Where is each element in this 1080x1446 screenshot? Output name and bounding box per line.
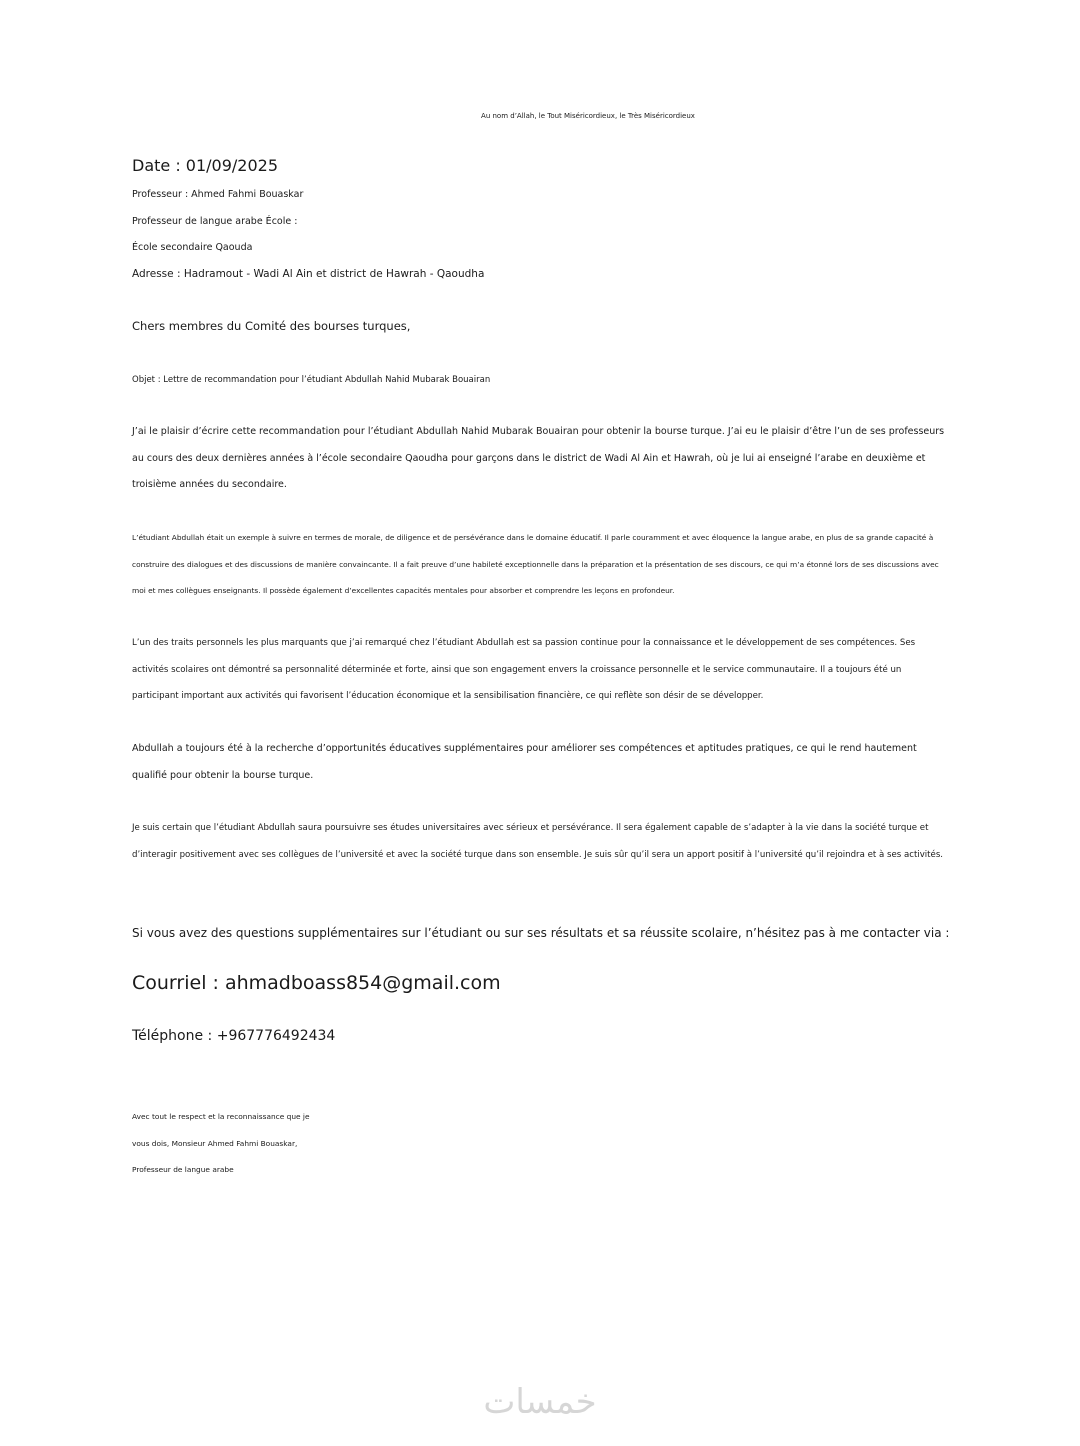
school-name: École secondaire Qaouda — [132, 242, 253, 253]
bismillah-heading: Au nom d’Allah, le Tout Miséricordieux, le Très Miséricordieux — [481, 112, 695, 120]
sender-address: Adresse : Hadramout - Wadi Al Ain et district de Hawrah - Qaoudha — [132, 268, 485, 280]
contact-phone: Téléphone : +967776492434 — [132, 1028, 336, 1044]
contact-email: Courriel : ahmadboass854@gmail.com — [132, 972, 501, 994]
closing-line-1: Avec tout le respect et la reconnaissance que je — [132, 1112, 310, 1121]
professor-role: Professeur de langue arabe École : — [132, 216, 298, 227]
letter-subject: Objet : Lettre de recommandation pour l’étudiant Abdullah Nahid Mubarak Bouairan — [132, 375, 491, 385]
body-paragraph-3: L’un des traits personnels les plus marquants que j’ai remarqué chez l’étudiant Abdullah est sa passion continue pour la connaissance et le développement de ses compétences. Ses activités scolaires ont démontré sa personnalité déterminée et forte, ainsi que son engagement envers la croissance personnelle et le service communautaire. Il a toujours été un participant important aux activités qui favorisent l’éducation économique et la sensibilisation financière, ce qui reflète son désir de se développer. — [132, 638, 916, 701]
body-paragraph-2: L’étudiant Abdullah était un exemple à suivre en termes de morale, de diligence et de persévérance dans le domaine éducatif. Il parle couramment et avec éloquence la langue arabe, en plus de sa grande capacité à construire des dialogues et des discussions de manière convaincante. Il a fait preuve d’une habileté exceptionnelle dans la préparation et la présentation de ses discours, ce qui m’a étonné lors de ses discussions avec moi et mes collègues enseignants. Il possède également d’excellentes capacités mentales pour absorber et comprendre les leçons en profondeur. — [132, 533, 939, 595]
greeting: Chers membres du Comité des bourses turques, — [132, 319, 411, 333]
letter-date: Date : 01/09/2025 — [132, 156, 279, 175]
watermark-logo: خمسات — [483, 1382, 597, 1422]
contact-question: Si vous avez des questions supplémentaires sur l’étudiant ou sur ses résultats et sa réussite scolaire, n’hésitez pas à me contacter via : — [132, 926, 950, 940]
body-paragraph-4: Abdullah a toujours été à la recherche d’opportunités éducatives supplémentaires pour améliorer ses compétences et aptitudes pratiques, ce qui le rend hautement qualifié pour obtenir la bourse turque. — [132, 743, 917, 781]
professor-name: Professeur : Ahmed Fahmi Bouaskar — [132, 189, 304, 200]
body-paragraph-1: J’ai le plaisir d’écrire cette recommandation pour l’étudiant Abdullah Nahid Mubarak Bouairan pour obtenir la bourse turque. J’ai eu le plaisir d’être l’un de ses professeurs au cours des deux dernières années à l’école secondaire Qaoudha pour garçons dans le district de Wadi Al Ain et Hawrah, où je lui ai enseigné l’arabe en deuxième et troisième années du secondaire. — [132, 426, 945, 490]
closing-line-2: vous dois, Monsieur Ahmed Fahmi Bouaskar, — [132, 1139, 298, 1148]
closing-line-3: Professeur de langue arabe — [132, 1165, 234, 1174]
body-paragraph-5: Je suis certain que l’étudiant Abdullah saura poursuivre ses études universitaires avec sérieux et persévérance. Il sera également capable de s’adapter à la vie dans la société turque et d’interagir positivement avec ses collègues de l’université et avec la société turque dans son ensemble. Je suis sûr qu’il sera un apport positif à l’université qu’il rejoindra et à ses activités. — [132, 823, 944, 860]
